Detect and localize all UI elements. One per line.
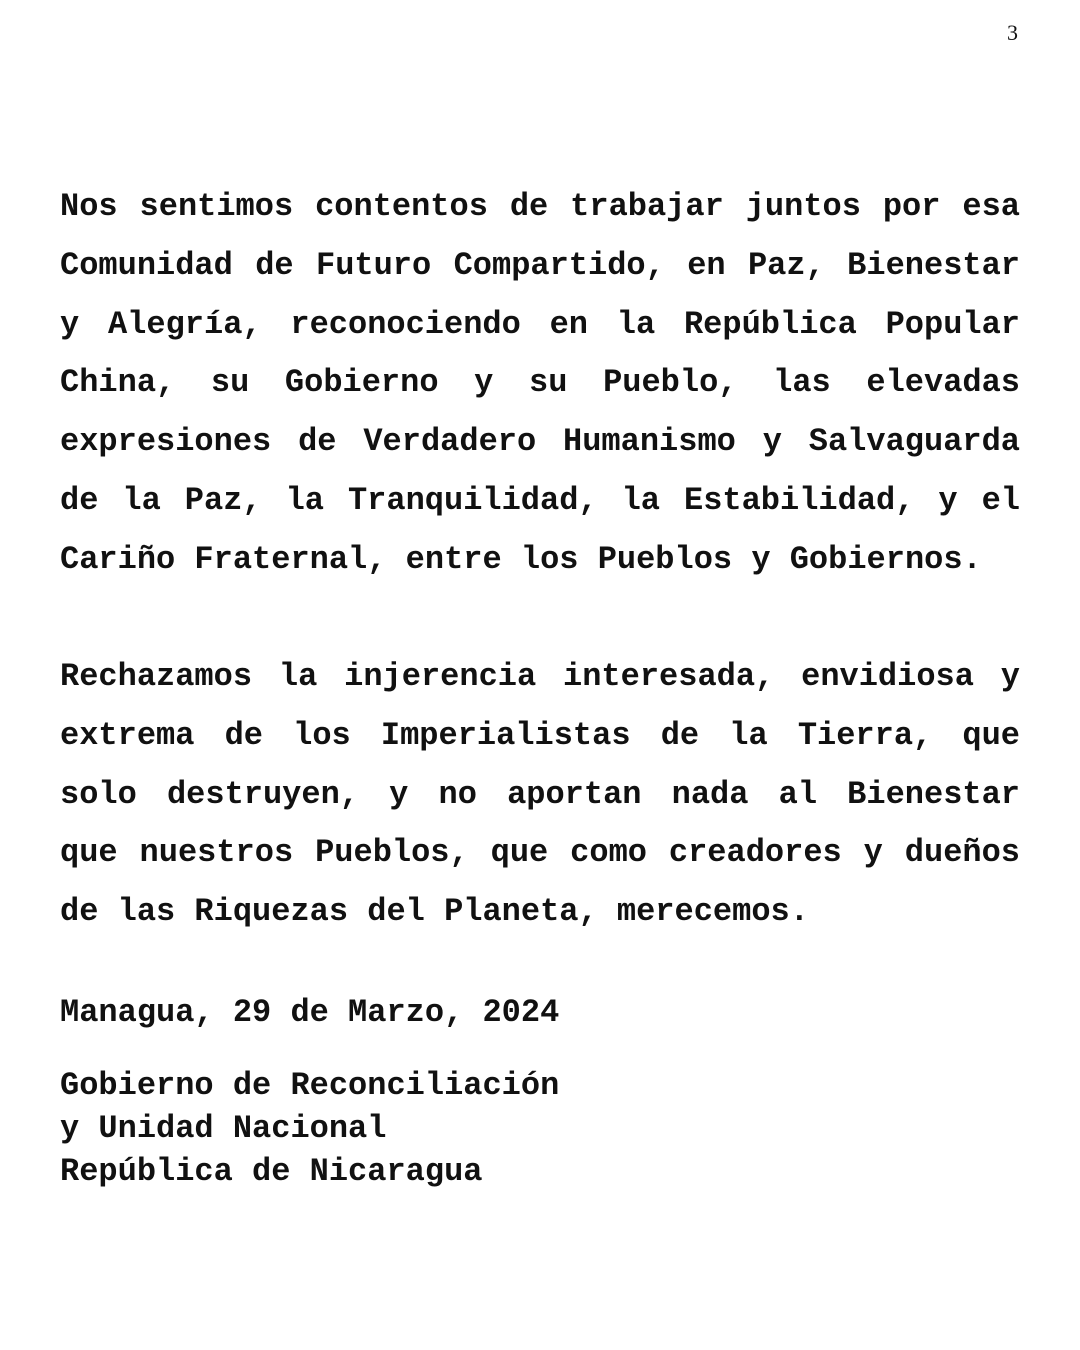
letter-body: [60, 178, 1020, 1193]
paragraph-rejection: Rechazamos la injerencia interesada, envidiosa y extrema de los Imperialistas de la Tierra, que solo destruyen, y no aportan nada al Bienestar que nuestros Pueblos, que como creadores y dueños de las Riquezas del Planeta, merecemos.: [60, 658, 1020, 930]
page-number: 3: [1007, 20, 1018, 45]
place-and-date: Managua, 29 de Marzo, 2024: [60, 993, 560, 1031]
signature-block: [60, 1064, 1020, 1193]
signature-line-unity: y Unidad Nacional: [60, 1109, 387, 1147]
paragraph-shared-future: Nos sentimos contentos de trabajar juntos por esa Comunidad de Futuro Compartido, en Paz, Bienestar y Alegría, reconociendo en la República Popular China, su Gobierno y su Pueblo, las elevadas expresiones de Verdadero Humanismo y Salvaguarda de la Paz, la Tranquilidad, la Estabilidad, y el Cariño Fraternal, entre los Pueblos y Gobiernos.: [60, 188, 1020, 578]
signature-line-country: República de Nicaragua: [60, 1152, 483, 1190]
signature-line-government: Gobierno de Reconciliación: [60, 1066, 560, 1104]
